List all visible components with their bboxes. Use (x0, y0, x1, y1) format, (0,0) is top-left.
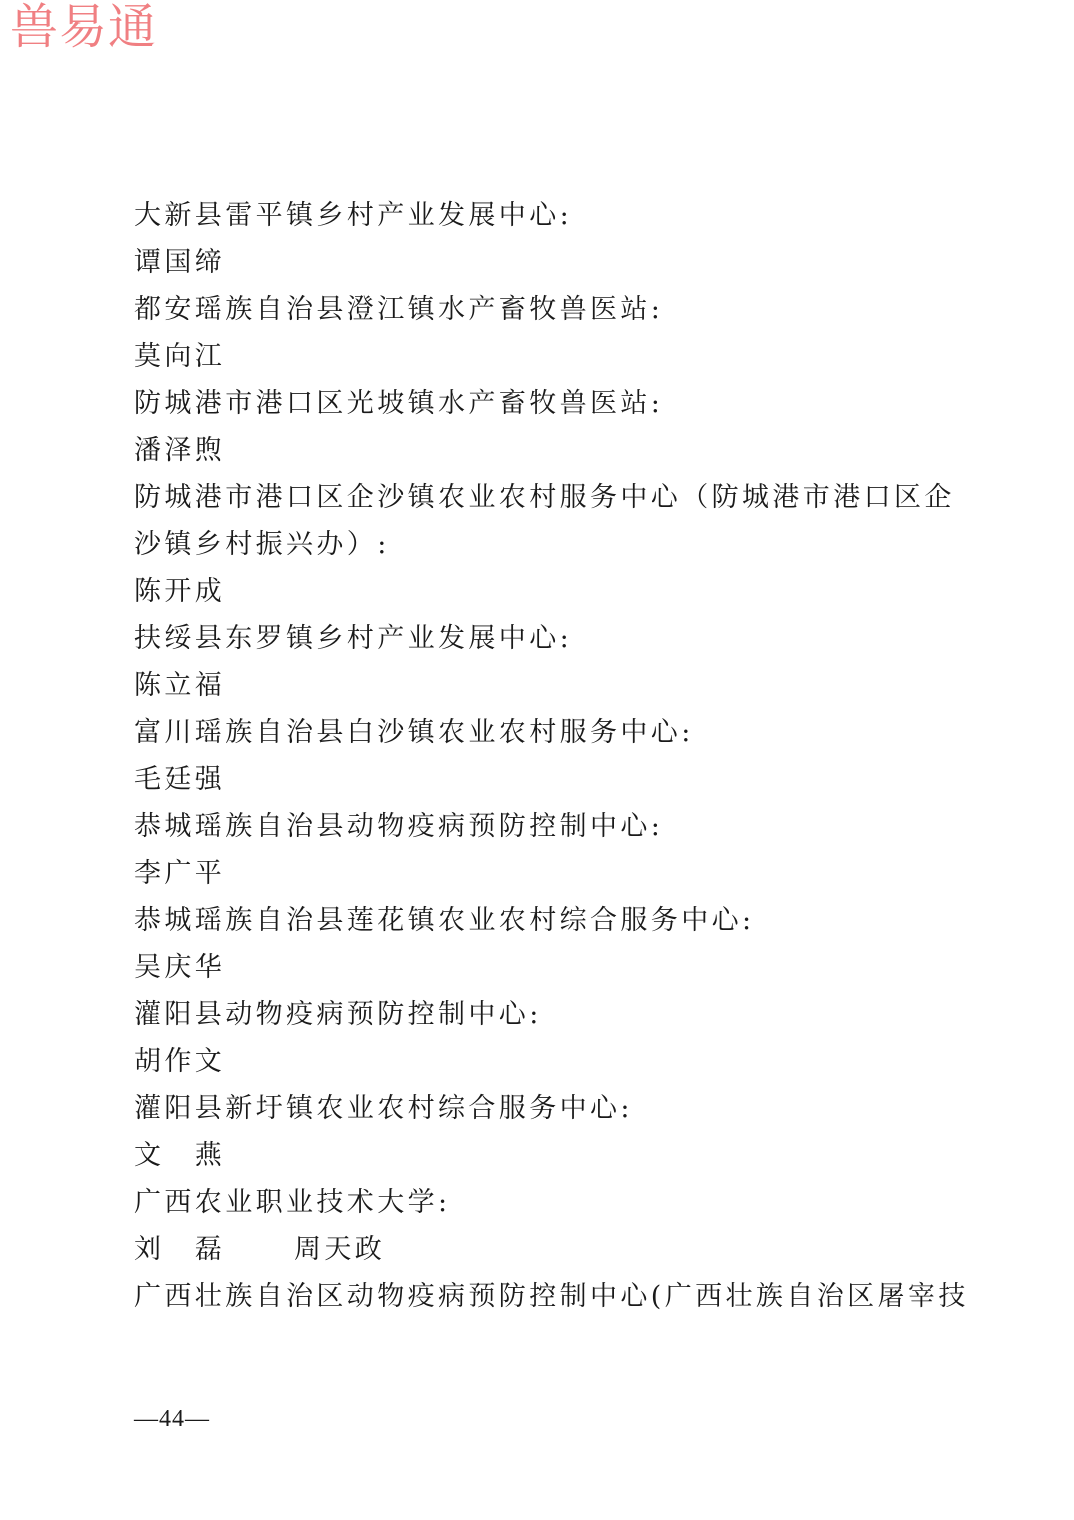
org-line: 富川瑶族自治县白沙镇农业农村服务中心: (134, 717, 694, 748)
person-line: 潘泽煦 (134, 435, 226, 466)
org-line: 大新县雷平镇乡村产业发展中心: (134, 200, 573, 231)
org-line: 恭城瑶族自治县莲花镇农业农村综合服务中心: (134, 905, 755, 936)
page-number: —44— (134, 1406, 210, 1432)
org-line: 防城港市港口区光坡镇水产畜牧兽医站: (134, 388, 664, 419)
org-line: 灌阳县新圩镇农业农村综合服务中心: (134, 1093, 633, 1124)
org-line: 广西壮族自治区动物疫病预防控制中心(广西壮族自治区屠宰技 (134, 1281, 969, 1312)
person-line: 莫向江 (134, 341, 226, 372)
person-line: 文 燕 (134, 1140, 226, 1171)
person-line: 胡作文 (134, 1046, 226, 1077)
person-line: 陈立福 (134, 670, 226, 701)
person-line: 谭国缔 (134, 247, 226, 278)
person-line: 陈开成 (134, 576, 226, 607)
org-line: 广西农业职业技术大学: (134, 1187, 451, 1218)
person-line: 吴庆华 (134, 952, 226, 983)
person-name: 周天政 (294, 1234, 386, 1265)
person-line: 李广平 (134, 858, 226, 889)
org-line: 恭城瑶族自治县动物疫病预防控制中心: (134, 811, 664, 842)
org-line: 扶绥县东罗镇乡村产业发展中心: (134, 623, 573, 654)
org-line-continued: 沙镇乡村振兴办）: (134, 529, 390, 560)
person-name: 刘 磊 (134, 1234, 226, 1265)
person-names-row (134, 1226, 934, 1273)
org-line: 都安瑶族自治县澄江镇水产畜牧兽医站: (134, 294, 664, 325)
org-line: 灌阳县动物疫病预防控制中心: (134, 999, 542, 1030)
person-line: 毛廷强 (134, 764, 226, 795)
watermark-logo: 兽易通 (10, 0, 158, 55)
document-body (134, 192, 969, 1320)
org-line: 防城港市港口区企沙镇农业农村服务中心（防城港市港口区企 (134, 482, 955, 513)
